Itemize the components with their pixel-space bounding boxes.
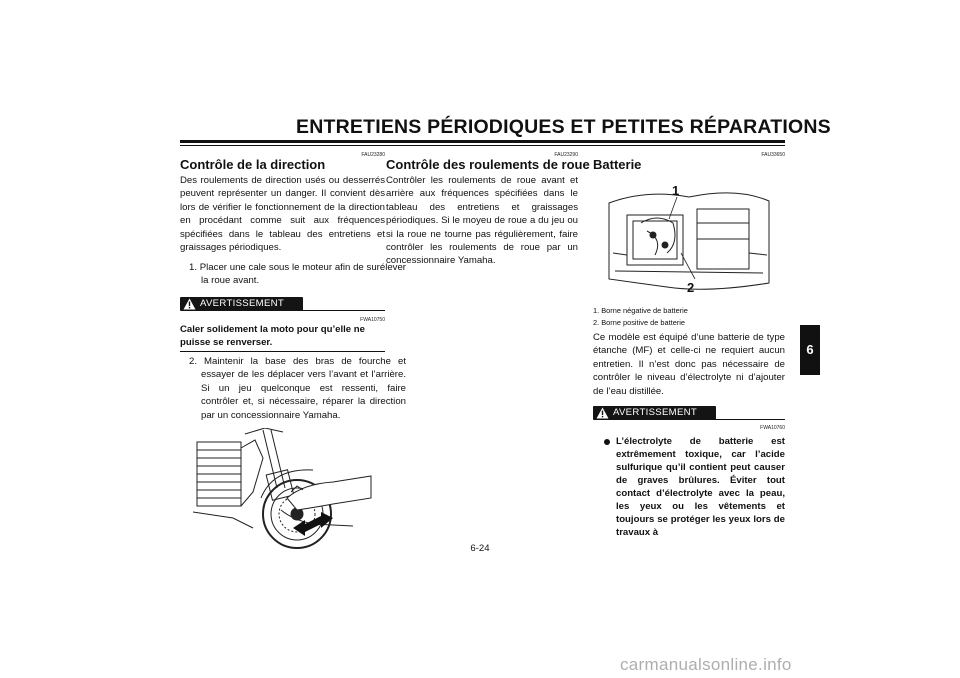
battery-body-text: Ce modèle est équipé d’une batterie de type étanche (MF) et celle-ci ne requiert aucun entretien. Il n’est donc pas nécessaire de contrôler le niveau d’électrolyte ni d’ajouter de l’eau distillée. <box>593 332 785 397</box>
callout-2: 2 <box>687 280 695 295</box>
header-rule <box>180 140 785 143</box>
warning-code: FWA10750 <box>360 317 385 323</box>
watermark: carmanualsonline.info <box>620 655 792 674</box>
warning-badge <box>180 297 303 311</box>
section-code: FAU23280 <box>361 152 385 158</box>
steering-step-2: 2. Maintenir la base des bras de fourche et essayer de les déplacer vers l’avant et l’arrière. Si un jeu quelconque est ressenti, faire contrôler et, si nécessaire, réparer la direction par un concessionnaire Yamaha. <box>189 356 406 421</box>
warning-row <box>180 297 385 313</box>
warning-top-rule <box>298 310 385 311</box>
battery-warning-bullet <box>593 435 785 539</box>
warning-text: Caler solidement la moto pour qu’elle ne puisse se renverser. <box>180 324 365 348</box>
chapter-tab: 6 <box>800 325 820 375</box>
warning-badge <box>593 406 716 420</box>
warning-row <box>593 406 785 422</box>
warning-bottom-rule <box>180 351 385 352</box>
warning-label: AVERTISSEMENT <box>200 298 285 309</box>
battery-caption-2: 2. Borne positive de batterie <box>593 318 686 327</box>
warning-triangle-icon <box>596 407 609 419</box>
fork-illustration <box>193 428 373 550</box>
section-heading-battery: Batterie <box>593 157 642 172</box>
section-code: FAU33650 <box>761 152 785 158</box>
page-header-title: ENTRETIENS PÉRIODIQUES ET PETITES RÉPARATIONS <box>296 116 831 138</box>
warning-top-rule <box>711 419 785 420</box>
motorcycle-fork-image <box>193 428 373 550</box>
page-number: 6-24 <box>470 543 490 554</box>
battery-illustration <box>607 183 772 295</box>
battery-caption-1: 1. Borne négative de batterie <box>593 306 688 315</box>
header-rule-thin <box>180 145 785 146</box>
callout-1: 1 <box>672 183 680 198</box>
bullet-icon <box>604 439 610 445</box>
wheel-bearings-text: Contrôler les roulements de roue avant et arrière aux fréquences spécifiées dans le tableau des entretiens et graissages périodiques. Si le moyeu de roue a du jeu ou si la roue ne tourne pas régulièrement, faire contrôler les roulements de roue par un concessionnaire Yamaha. <box>386 175 578 267</box>
steering-step-1: 1. Placer une cale sous le moteur afin de surélever la roue avant. <box>189 262 406 287</box>
section-code: FAU23290 <box>554 152 578 158</box>
warning-code: FWA10760 <box>760 425 785 431</box>
steering-intro-text: Des roulements de direction usés ou desserrés peuvent représenter un danger. Il convient dès lors de vérifier le fonctionnement de la direction en procédant comme suit aux fréquences spécifiées dans le tableau des entretiens et graissages périodiques. <box>180 175 385 254</box>
battery-warning-text: L’électrolyte de batterie est extrêmement toxique, car l’acide sulfurique qu’il contient peut causer de graves brûlures. Éviter tout contact d’électrolyte avec la peau, les yeux ou les vêtements et toujours se protéger les yeux lors de travaux à <box>616 436 785 538</box>
section-heading-wheel-bearings: Contrôle des roulements de roue <box>386 157 590 172</box>
warning-triangle-icon <box>183 298 196 310</box>
warning-label: AVERTISSEMENT <box>613 407 698 418</box>
section-heading-steering: Contrôle de la direction <box>180 157 326 172</box>
battery-compartment-image <box>607 183 772 295</box>
